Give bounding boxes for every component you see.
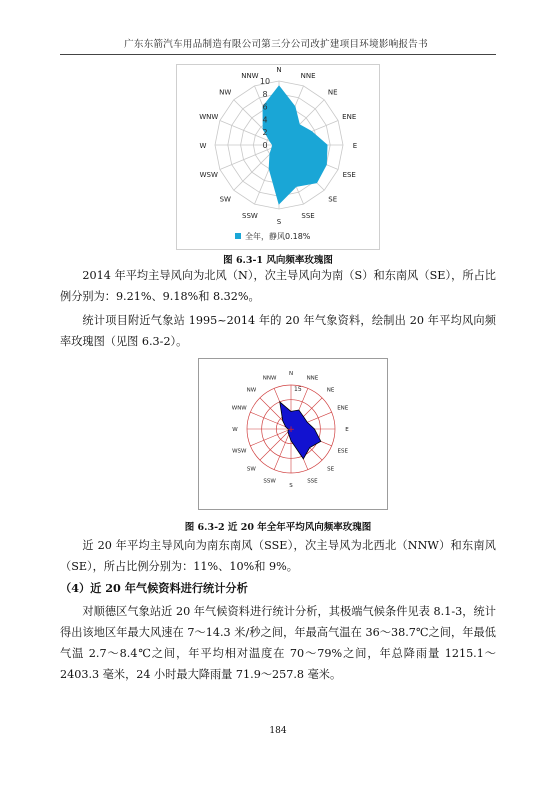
figure-1-caption: 图 6.3-1 风向频率玫瑰图 bbox=[223, 255, 333, 266]
direction-label: N bbox=[276, 66, 282, 74]
direction-label: N bbox=[288, 371, 294, 377]
direction-label: W bbox=[232, 427, 238, 433]
direction-label: ESE bbox=[342, 171, 356, 180]
direction-label: NW bbox=[246, 387, 257, 394]
direction-label: WNW bbox=[231, 405, 247, 412]
direction-label: SE bbox=[327, 466, 335, 473]
legend-swatch bbox=[235, 233, 241, 239]
legend-label: 全年，静风0.18% bbox=[245, 232, 311, 241]
center-marker: + bbox=[287, 425, 295, 435]
figure-2-caption: 图 6.3-2 近 20 年全年平均风向频率玫瑰图 bbox=[184, 522, 372, 533]
direction-label: NNE bbox=[300, 71, 316, 80]
radial-tick-label: 8 bbox=[262, 89, 268, 99]
direction-label: SSE bbox=[301, 212, 315, 221]
direction-label: E bbox=[352, 142, 358, 150]
direction-label: NNE bbox=[306, 375, 319, 382]
header-divider bbox=[60, 54, 496, 55]
page-header: 广东东箭汽车用品制造有限公司第三分公司改扩建项目环境影响报告书 bbox=[124, 39, 428, 50]
paragraph-1: 2014 年平均主导风向为北风（N），次主导风向为南（S）和东南风（SE），所占比例分别为：9.21%、9.18%和 8.32%。 bbox=[60, 269, 496, 303]
direction-label: ESE bbox=[337, 448, 348, 455]
radial-tick-label: 2 bbox=[262, 128, 268, 138]
direction-label: ENE bbox=[337, 405, 349, 412]
page-number: 184 bbox=[269, 726, 287, 736]
paragraph-3: 近 20 年平均主导风向为南东南风（SSE），次主导风为北西北（NNW）和东南风（SE），所占比例分别为：11%、10%和 9%。 bbox=[60, 539, 496, 573]
paragraph-2: 统计项目附近气象站 1995~2014 年的 20 年气象资料，绘制出 20 年平均风向频率玫瑰图（见图 6.3-2）。 bbox=[60, 314, 496, 348]
radial-tick-label: 15 bbox=[294, 386, 302, 393]
paragraph-4: 对顺德区气象站近 20 年气候资料进行统计分析，其极端气候条件见表 8.1-3，统计得出该地区年最大风速在 7～14.3 米/秒之间，年最高气温在 36～38.7℃之间，年最低气温 2.7～8.4℃之间，年平均相对温度在 70～79%之间，年总降雨量 1215.1～2403.3 毫米，24 小时最大降雨量 71.9～257.8 毫米。 bbox=[60, 605, 496, 681]
direction-label: WNW bbox=[199, 112, 219, 121]
wind-rose-figure-1 bbox=[176, 64, 380, 250]
direction-label: ENE bbox=[342, 112, 357, 121]
direction-label: S bbox=[289, 483, 293, 489]
direction-label: SSW bbox=[263, 478, 276, 485]
radial-tick-label: 0 bbox=[262, 141, 268, 150]
direction-label: NW bbox=[219, 88, 232, 97]
section-heading: （4）近 20 年气候资料进行统计分析 bbox=[60, 581, 248, 595]
direction-label: W bbox=[199, 142, 207, 150]
radial-tick-label: 6 bbox=[262, 102, 268, 112]
direction-label: NNW bbox=[262, 375, 277, 382]
wind-frequency-area bbox=[263, 86, 327, 204]
direction-label: NE bbox=[326, 387, 335, 394]
direction-label: SE bbox=[328, 195, 338, 204]
direction-label: SW bbox=[219, 195, 231, 204]
direction-label: SSW bbox=[242, 212, 258, 221]
direction-label: NE bbox=[327, 88, 338, 97]
radial-tick-label: 10 bbox=[259, 77, 271, 86]
wind-rose-chart-2 bbox=[199, 359, 387, 509]
direction-label: WSW bbox=[232, 448, 247, 455]
wind-rose-chart-1 bbox=[177, 65, 379, 249]
direction-label: E bbox=[345, 427, 349, 433]
direction-label: WSW bbox=[199, 171, 218, 180]
radial-tick-label: 4 bbox=[262, 115, 268, 125]
direction-label: SW bbox=[246, 466, 256, 473]
direction-label: S bbox=[276, 218, 282, 226]
direction-label: NNW bbox=[241, 71, 259, 80]
wind-frequency-area bbox=[280, 402, 321, 459]
wind-rose-figure-2 bbox=[198, 358, 388, 510]
direction-label: SSE bbox=[307, 478, 318, 485]
